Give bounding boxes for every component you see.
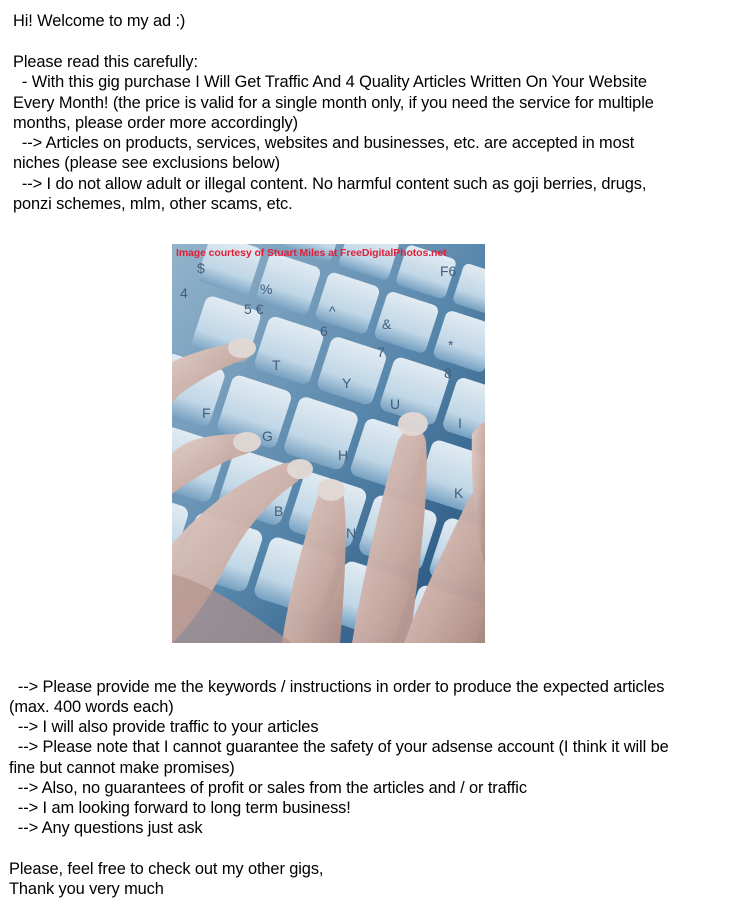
key-label: $ (197, 260, 205, 276)
body-line-1: - With this gig purchase I Will Get Traffic And 4 Quality Articles Written On Your Website (13, 73, 647, 91)
key-label: 5 € (244, 301, 264, 317)
key-label: 6 (320, 323, 328, 339)
detail-line-5: fine but cannot make promises) (9, 759, 235, 777)
detail-line-7: --> I am looking forward to long term business! (9, 799, 351, 817)
greeting-text: Hi! Welcome to my ad :) (13, 12, 186, 30)
key-label: F (202, 405, 211, 421)
detail-line-3: --> I will also provide traffic to your articles (9, 718, 319, 736)
key-label: I (458, 415, 462, 431)
body-line-3: months, please order more accordingly) (13, 114, 298, 132)
body-line-4: --> Articles on products, services, websites and businesses, etc. are accepted in most (13, 134, 635, 152)
body-line-6: --> I do not allow adult or illegal content. No harmful content such as goji berries, drugs, (13, 175, 647, 193)
key-label: 7 (377, 344, 385, 360)
key-label: H (338, 447, 349, 463)
detail-line-2: (max. 400 words each) (9, 698, 174, 716)
key-label: T (272, 357, 281, 373)
detail-line-4: --> Please note that I cannot guarantee the safety of your adsense account (I think it will be (9, 738, 669, 756)
closing-line-2: Thank you very much (9, 880, 164, 898)
detail-line-6: --> Also, no guarantees of profit or sales from the articles and / or traffic (9, 779, 527, 797)
detail-line-1: --> Please provide me the keywords / instructions in order to produce the expected articles (9, 678, 665, 696)
keyboard-photo (172, 244, 485, 643)
body-line-5: niches (please see exclusions below) (13, 154, 280, 172)
body-line-2: Every Month! (the price is valid for a single month only, if you need the service for multiple (13, 94, 654, 112)
key-label: B (274, 503, 284, 519)
key-label: 8 (444, 365, 452, 381)
key-label: * (448, 337, 454, 353)
key-label: G (262, 428, 273, 444)
closing-line-1: Please, feel free to check out my other gigs, (9, 860, 324, 878)
key-label: % (260, 281, 273, 297)
key-label: ^ (329, 303, 336, 319)
body-line-7: ponzi schemes, mlm, other scams, etc. (13, 195, 293, 213)
detail-line-8: --> Any questions just ask (9, 819, 203, 837)
key-label: F6 (440, 263, 457, 279)
key-label: U (390, 396, 401, 412)
key-label: Y (342, 375, 352, 391)
key-label: 4 (180, 285, 188, 301)
image-credit: Image courtesy of Stuart Miles at FreeDigitalPhotos.net (176, 247, 447, 259)
key-label: K (454, 485, 464, 501)
intro-text: Please read this carefully: (13, 53, 198, 71)
key-label: & (382, 316, 392, 332)
key-label: N (346, 525, 357, 541)
